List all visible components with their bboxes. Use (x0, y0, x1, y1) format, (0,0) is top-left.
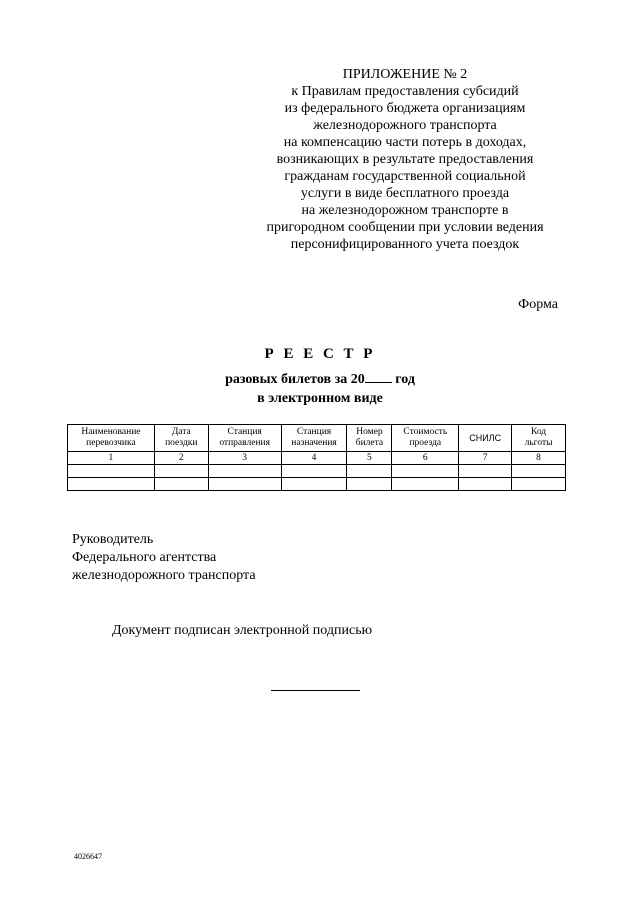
column-number: 8 (512, 452, 566, 465)
table-row (68, 465, 566, 478)
header-trip-date: Дата поездки (154, 425, 208, 452)
table-cell (208, 478, 281, 491)
column-number: 7 (459, 452, 512, 465)
table-cell (512, 465, 566, 478)
appendix-line: железнодорожного транспорта (313, 118, 497, 133)
table-cell (208, 465, 281, 478)
table-cell (154, 465, 208, 478)
appendix-line: на железнодорожном транспорте в (301, 203, 509, 218)
column-number: 3 (208, 452, 281, 465)
appendix-line: услуги в виде бесплатного проезда (300, 186, 510, 201)
appendix-line: гражданам государственной социальной (284, 169, 526, 184)
header-carrier: Наименование перевозчика (68, 425, 155, 452)
electronic-signature-note: Документ подписан электронной подписью (112, 623, 373, 638)
registry-table (67, 424, 566, 491)
table-cell (392, 465, 459, 478)
subtitle-text-year: год (391, 372, 415, 387)
header-ticket-number: Номер билета (347, 425, 392, 452)
table-row (68, 478, 566, 491)
header-benefit-code: Код льготы (512, 425, 566, 452)
subtitle-line-1 (0, 370, 640, 389)
table-cell (281, 478, 347, 491)
column-number: 2 (154, 452, 208, 465)
subtitle-text: разовых билетов за 20 (225, 372, 365, 387)
appendix-line: персонифицированного учета поездок (290, 237, 520, 252)
table-cell (347, 478, 392, 491)
header-fare: Стоимость проезда (392, 425, 459, 452)
header-destination-station: Станция назначения (281, 425, 347, 452)
appendix-line: из федерального бюджета организациям (284, 101, 526, 116)
signer-agency: Федерального агентства (72, 550, 217, 565)
header-snils: СНИЛС (459, 425, 512, 452)
table-cell (347, 465, 392, 478)
appendix-heading: ПРИЛОЖЕНИЕ № 2 (342, 67, 468, 82)
column-number: 4 (281, 452, 347, 465)
signer-title: Руководитель (72, 532, 154, 547)
table-cell (512, 478, 566, 491)
appendix-line: к Правилам предоставления субсидий (291, 84, 519, 99)
table-cell (154, 478, 208, 491)
table-cell (281, 465, 347, 478)
subtitle-line-2: в электронном виде (257, 391, 383, 406)
appendix-line: пригородном сообщении при условии ведения (266, 220, 544, 235)
document-code: 4026647 (74, 852, 102, 861)
form-label: Форма (518, 297, 558, 312)
column-number: 6 (392, 452, 459, 465)
table-cell (459, 478, 512, 491)
table-cell (68, 478, 155, 491)
column-number: 5 (347, 452, 392, 465)
header-departure-station: Станция отправления (208, 425, 281, 452)
table-header-row (68, 425, 566, 452)
table-cell (459, 465, 512, 478)
table-number-row (68, 452, 566, 465)
year-blank (365, 370, 392, 383)
appendix-line: возникающих в результате предоставления (276, 152, 534, 167)
appendix-line: на компенсацию части потерь в доходах, (283, 135, 527, 150)
separator-line (271, 690, 360, 691)
table-cell (68, 465, 155, 478)
table-cell (392, 478, 459, 491)
document-subtitle (0, 370, 640, 408)
column-number: 1 (68, 452, 155, 465)
document-title: Р Е Е С Т Р (264, 346, 376, 362)
signer-agency-domain: железнодорожного транспорта (72, 568, 256, 583)
signer-block (72, 531, 256, 585)
appendix-block (240, 66, 570, 253)
